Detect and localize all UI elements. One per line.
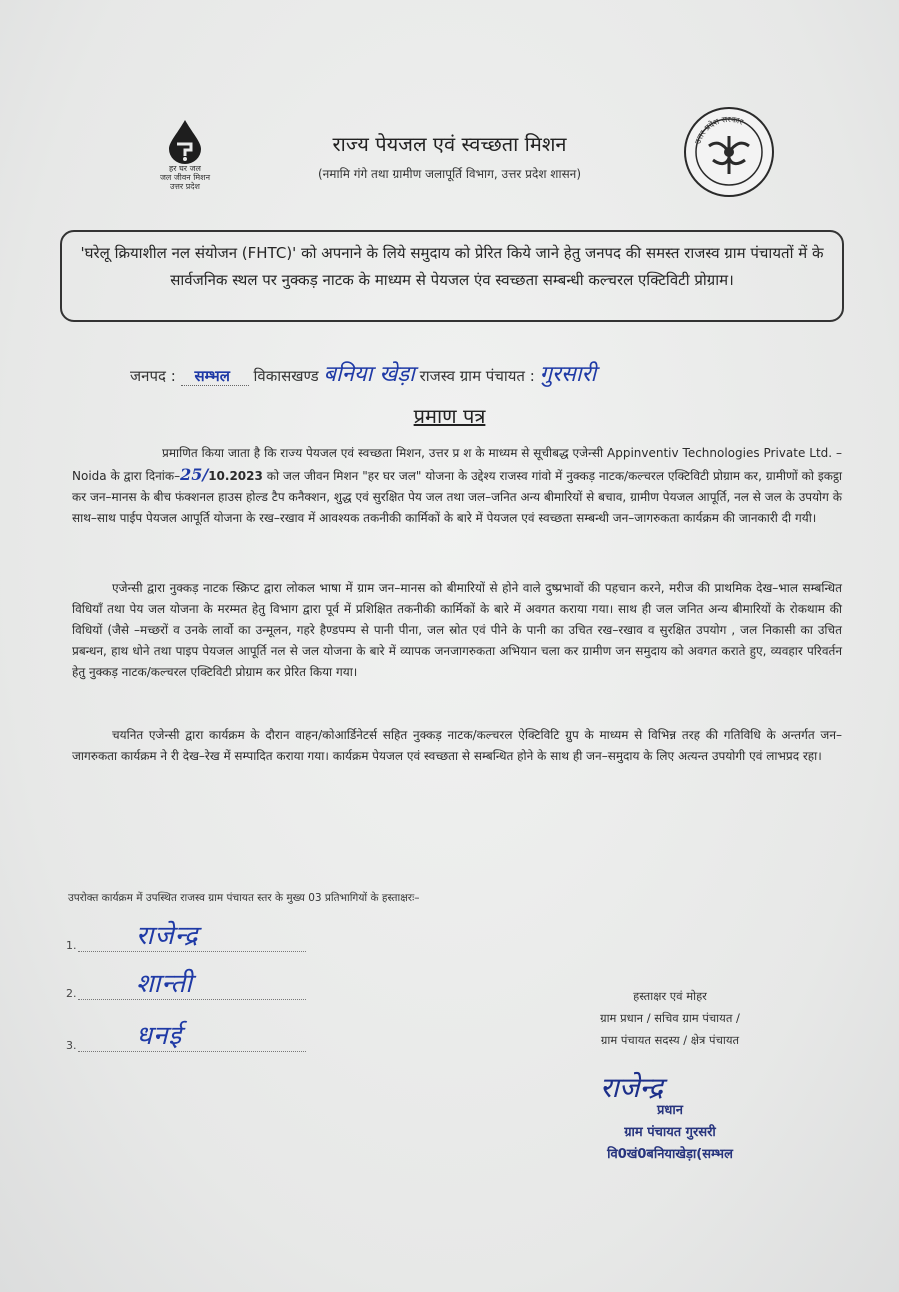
- logo-text-1: हर घर जल: [169, 164, 201, 173]
- seal-emblem-icon: [683, 106, 775, 198]
- page-subtitle: (नमामि गंगे तथा ग्रामीण जलापूर्ति विभाग, उत्तर प्रदेश शासन): [317, 167, 582, 181]
- up-government-seal: [683, 106, 775, 198]
- block-label: विकासखण्ड: [253, 367, 319, 385]
- janpad-label: जनपद :: [130, 367, 176, 385]
- p1-text-after-date: को जल जीवन मिशन "हर घर जल" योजना के उद्देश्य राजस्व गांवो में नुक्कड़ नाटक/कल्चरल एक्टिविटी प्रोग्राम कर, ग्रामीणों को इकट्ठा कर जन–मानस के बीच फंक्शनल हाउस होल्ड टैप कनैक्शन, शुद्ध एवं सुरक्षित पेय जल तथा जल–जनित अन्य बीमारियों से बचाव, ग्रामीण पेयजल आपूर्ति, नल से जल के उपयोग के साथ–साथ पाईप पेयजल आपूर्ति योजना के रख–रखाव में आवश्यक तकनीकी कार्मिकों के बारे में पेयजल एवं स्वच्छता सम्बन्धी जन–जागरुकता कार्यक्रम की जानकारी दी गयी।: [72, 469, 842, 525]
- signatory-number: 3.: [66, 1039, 77, 1052]
- signatory-row: [66, 1018, 306, 1058]
- pradhan-stamp: [550, 1100, 790, 1166]
- logo-text-3: उत्तर प्रदेश: [170, 182, 200, 191]
- pradhan-stamp-line-1: प्रधान: [657, 1103, 683, 1118]
- p1-text-before-date: प्रमाणित किया जाता है कि राज्य पेयजल एवं स्वच्छता मिशन, उत्तर प्र श के माध्यम से सूचीबद्ध एजेन्सी Appinventiv Technologies Private Ltd. – Noida के द्वारा दिनांक–: [72, 446, 842, 483]
- logo-text-2: जल जीवन मिशन: [159, 173, 211, 182]
- signatory-row: [66, 918, 306, 958]
- certificate-heading: प्रमाण पत्र: [413, 404, 486, 428]
- signatory-number: 2.: [66, 987, 77, 1000]
- pradhan-signature: राजेन्द्र: [600, 1071, 664, 1104]
- official-stamp-block: [550, 985, 790, 1051]
- signatory-signature: शान्ती: [136, 969, 193, 999]
- signatories-intro: उपरोक्त कार्यक्रम में उपस्थित राजस्व ग्राम पंचायत स्तर के मुख्य 03 प्रतिभागियों के हस्ताक्षरः–: [68, 892, 420, 904]
- program-banner: 'घरेलू क्रियाशील नल संयोजन (FHTC)' को अपनाने के लिये समुदाय को प्रेरित किये जाने हेतु जनपद की समस्त राजस्व ग्राम पंचायतों में के सार्वजनिक स्थल पर नुक्कड़ नाटक के माध्यम से पेयजल एंव स्वच्छता सम्बन्धी कल्चरल एक्टिविटी प्रोग्राम।: [60, 230, 844, 322]
- paragraph-1: [72, 443, 842, 529]
- janpad-value: सम्भल: [194, 367, 230, 385]
- seal-label: उत्तर प्रदेश सरकार: [693, 114, 745, 146]
- stamp-line-2: ग्राम प्रधान / सचिव ग्राम पंचायत /: [600, 1011, 740, 1025]
- date-handwritten: 25/: [180, 465, 209, 484]
- location-line: [130, 358, 850, 388]
- stamp-line-1: हस्ताक्षर एवं मोहर: [633, 989, 707, 1003]
- signatory-signature: धनई: [136, 1021, 183, 1051]
- block-value: बनिया खेड़ा: [323, 362, 415, 387]
- signatory-number: 1.: [66, 939, 77, 952]
- signatory-row: [66, 966, 306, 1006]
- paragraph-3: चयनित एजेन्सी द्वारा कार्यक्रम के दौरान वाहन/कोआर्डिनेटर्स सहित नुक्कड़ नाटक/कल्चरल ऐक्टिविटि ग्रुप के माध्यम से विभिन्न तरह की गतिविधि के अन्तर्गत जन–जागरुकता कार्यक्रम ने री देख–रेख में सम्पादित कराया गया। कार्यक्रम पेयजल एवं स्वच्छता से सम्बन्धित होने के साथ ही जन–समुदाय के लिए अत्यन्त उपयोगी एवं लाभप्रद रहा।: [72, 728, 842, 763]
- panchayat-label: राजस्व ग्राम पंचायत :: [419, 367, 535, 385]
- page-title: राज्य पेयजल एवं स्वच्छता मिशन: [332, 132, 567, 156]
- signatory-signature: राजेन्द्र: [136, 921, 199, 951]
- panchayat-value: गुरसारी: [539, 362, 597, 387]
- paragraph-2: एजेन्सी द्वारा नुक्कड़ नाटक स्क्रिप्ट द्वारा लोकल भाषा में ग्राम जन–मानस को बीमारियों से होने वाले दुष्प्रभावों की पहचान करने, मरीज की प्राथमिक देख–भाल सम्बन्धित विधियाँ तथा पेय जल योजना के मरम्मत हेतु विभाग द्वारा पूर्व में प्रशिक्षित तकनीकी कार्मिकों के बारे में अवगत कराया गया। साथ ही जल जनित अन्य बीमारियों के रोकथाम की विधियों (जैसे –मच्छरों व उनके लार्वो का उन्मूलन, गहरे हैण्डपम्प से पानी पीना, जल स्रोत एवं पीने के पानी का उचित रख–रखाव व सुरक्षित उपयोग , जल निकासी का उचित प्रबन्धन, हाथ धोने तथा पाइप पेयजल आपूर्ति नल से जल योजना के बारे में व्यापक जनजागरुकता अभियान चला कर ग्रामीण जन समुदाय को अवगत कराते हुए, व्यवहार परिवर्तन हेतु नुक्कड़ नाटक/कल्चरल एक्टिविटी प्रोग्राम कर प्रेरित किया गया।: [72, 581, 842, 679]
- date-printed: 10.2023: [208, 469, 263, 483]
- signature-line: [78, 1051, 306, 1052]
- stamp-line-3: ग्राम पंचायत सदस्य / क्षेत्र पंचायत: [600, 1033, 740, 1047]
- pradhan-stamp-line-2: ग्राम पंचायत गुरसरी: [624, 1125, 716, 1140]
- pradhan-stamp-line-3: वि0खं0बनियाखेड़ा(सम्भल: [607, 1147, 733, 1162]
